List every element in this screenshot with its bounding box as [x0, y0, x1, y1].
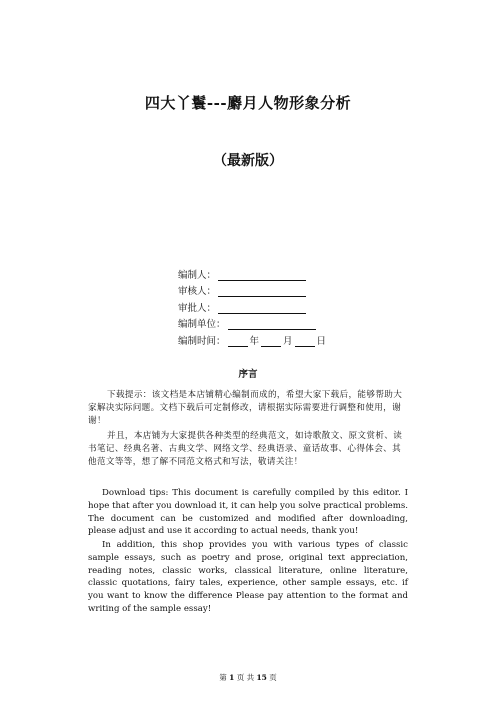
- preface-en-paragraph-2: In addition, this shop provides you with various types of classic sample essays, such as poetry and prose, original text appreciation, reading notes, classic works, classical literature, online literature, classic quotations, fairy tales, experience, other sample essays, etc. if you want to know the difference Please pay attention to the format and writing of the sample essay!: [88, 540, 408, 614]
- preface-cn-paragraph-1: 下载提示：该文档是本店铺精心编制而成的，希望大家下载后，能够帮助大家解决实际问题。文档下载后可定制修改，请根据实际需要进行调整和使用，谢谢！: [88, 390, 403, 426]
- preface-cn-paragraph-2: 并且，本店铺为大家提供各种类型的经典范文，如诗歌散文、原文赏析、读书笔记、经典名著、古典文学、网络文学、经典语录、童话故事、心得体会、其他范文等等，想了解不同范文格式和写法，敬请关注！: [88, 431, 403, 467]
- unit-blank: [228, 319, 316, 330]
- preface-en-paragraph-1: Download tips: This document is carefully compiled by this editor. I hope that after you download it, it can help you solve practical problems. The document can be customized and modified after downloading, please adjust and use it according to actual needs, thank you!: [88, 488, 408, 537]
- reviewer-row: [178, 281, 326, 298]
- footer-page-number: 1: [229, 673, 235, 682]
- month-blank: [261, 336, 281, 347]
- reviewer-blank: [218, 286, 306, 297]
- approver-row: [178, 297, 326, 314]
- footer-mid: 页 共: [236, 673, 255, 682]
- year-blank: [228, 336, 248, 347]
- unit-row: [178, 314, 326, 331]
- date-row: [178, 330, 326, 347]
- approver-label: 审批人：: [178, 302, 217, 314]
- document-edition: （最新版）: [213, 153, 283, 169]
- footer-prefix: 第: [219, 673, 227, 682]
- month-label: 月: [283, 335, 293, 347]
- document-title: 四大丫鬟---麝月人物形象分析: [144, 94, 352, 112]
- date-label: 编制时间：: [178, 335, 226, 347]
- footer-total-pages: 15: [256, 673, 267, 682]
- day-label: 日: [316, 335, 327, 347]
- info-block: [178, 264, 326, 347]
- reviewer-label: 审核人：: [178, 286, 217, 297]
- day-blank: [295, 336, 315, 347]
- footer-suffix: 页: [269, 673, 277, 682]
- approver-blank: [218, 303, 306, 314]
- editor-row: [178, 264, 326, 281]
- page-footer: [0, 672, 496, 683]
- editor-blank: [218, 270, 306, 281]
- editor-label: 编制人：: [178, 269, 217, 281]
- unit-label: 编制单位：: [178, 319, 226, 330]
- year-label: 年: [249, 335, 260, 347]
- preface-title: 序言: [238, 369, 258, 380]
